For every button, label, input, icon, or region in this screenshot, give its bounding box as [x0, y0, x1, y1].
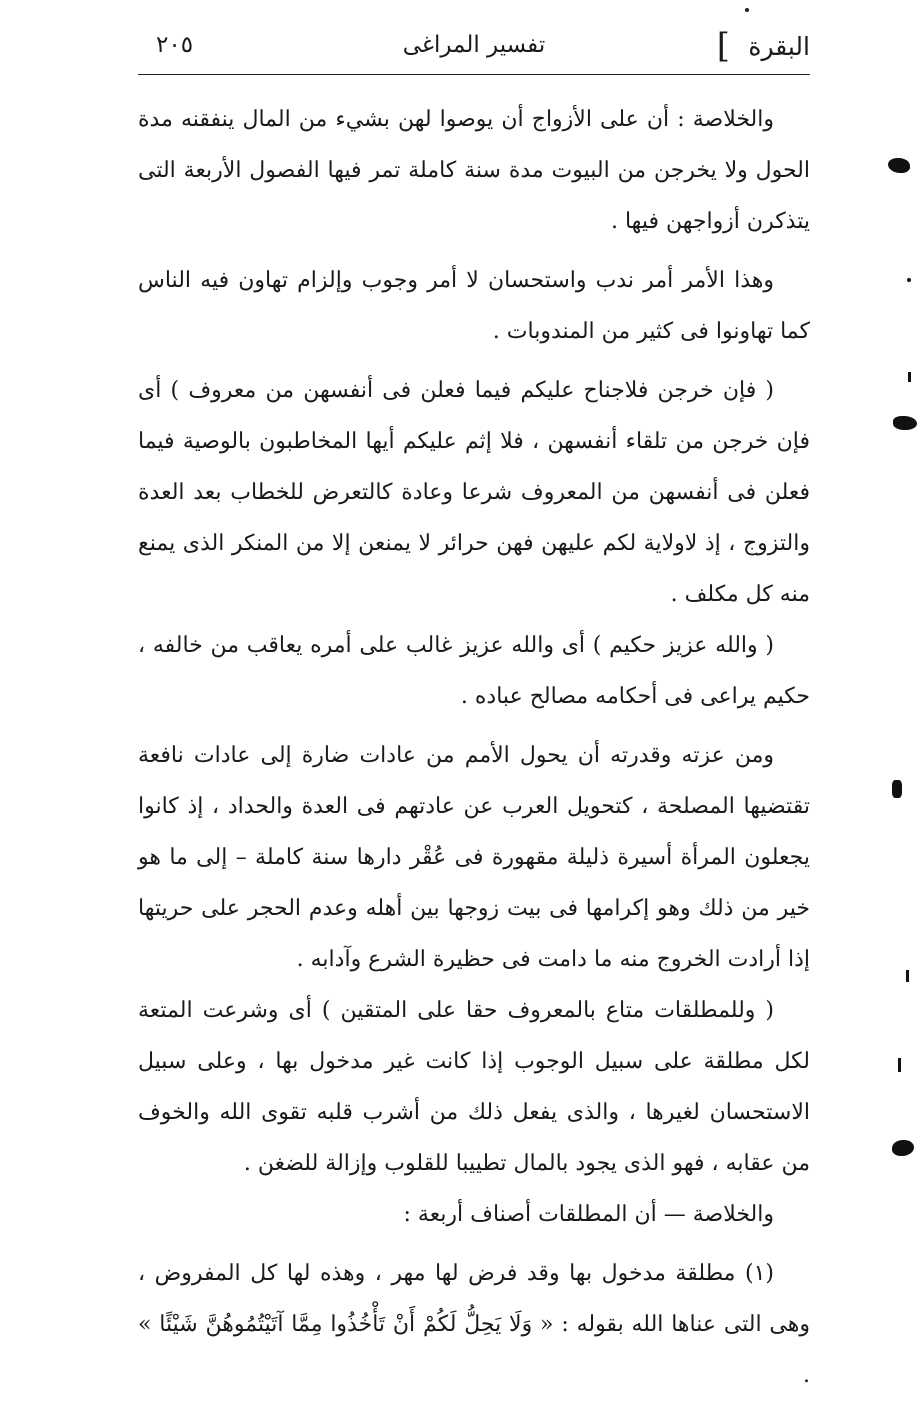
margin-ink-speck — [908, 372, 911, 382]
header-rule — [138, 74, 810, 75]
paragraph-verse-no-sin: ( فإن خرجن فلاجناح عليكم فيما فعلن فى أنفسهن من معروف ) أى فإن خرجن من تلقاء أنفسهن ، فلا إثم عليكم أيها المخاطبون بالوصية فيما فعلن فى أنفسهن من المعروف شرعا وعادة كالتعرض للخطاب بعد العدة والتزوج ، إذ لاولاية لكم عليهن فهن حرائر لا يمنعن إلا من المنكر الذى يمنع منه كل مكلف . — [138, 378, 810, 607]
paragraph-verse-divorcees: ( وللمطلقات متاع بالمعروف حقا على المتقين ) أى وشرعت المتعة لكل مطلقة على سبيل الوجوب إذا كانت غير مدخول بها ، وعلى سبيل الاستحسان لغيرها ، والذى يفعل ذلك من أشرب قلبه تقوى الله والخوف من عقابه ، فهو الذى يجود بالمال تطييبا للقلوب وإزالة للضغن . — [138, 998, 810, 1176]
header-bracket: ] — [716, 26, 730, 66]
page-number: ٢٠٥ — [156, 32, 194, 58]
paragraph-four-types: والخلاصة — أن المطلقات أصناف أربعة : — [403, 1202, 774, 1227]
margin-ink-blot — [893, 416, 917, 430]
margin-ink-blot — [892, 780, 902, 798]
ink-dot — [745, 8, 749, 12]
paragraph-custom-change: ومن عزته وقدرته أن يحول الأمم من عادات ضارة إلى عادات نافعة تقتضيها المصلحة ، كتحويل العرب عن عادتهم فى العدة والحداد ، إذ كانوا يجعلون المرأة أسيرة ذليلة مقهورة فى عُقْر دارها سنة كاملة – إلى ما هو خير من ذلك وهو إكرامها فى بيت زوجها بين أهله وعدم الحجر على حريتها إذا أرادت الخروج منه ما دامت فى حظيرة الشرع وآدابه . — [138, 743, 810, 972]
paragraph-recommendation: وهذا الأمر أمر ندب واستحسان لا أمر وجوب وإلزام تهاون فيه الناس كما تهاونوا فى كثير من المندوبات . — [138, 268, 810, 344]
margin-ink-blot — [892, 1140, 914, 1156]
margin-ink-speck — [907, 278, 911, 282]
paragraph-verse-mighty-wise: ( والله عزيز حكيم ) أى والله عزيز غالب على أمره يعاقب من خالفه ، حكيم يراعى فى أحكامه مصالح عباده . — [138, 633, 810, 709]
surah-name: البقرة — [748, 32, 810, 61]
margin-ink-blot — [888, 158, 910, 173]
paragraph-type-one: (١) مطلقة مدخول بها وقد فرض لها مهر ، وهذه لها كل المفروض ، وهى التى عناها الله بقوله : « وَلَا يَحِلُّ لَكُمْ أَنْ تَأْخُذُوا مِمَّا آتَيْتُمُوهُنَّ شَيْئًا » . — [138, 1261, 810, 1388]
margin-ink-speck — [898, 1058, 901, 1072]
page-body — [138, 94, 810, 1401]
book-title: تفسير المراغى — [402, 32, 546, 58]
paragraph-summary: والخلاصة : أن على الأزواج أن يوصوا لهن بشيء من المال ينفقنه مدة الحول ولا يخرجن من البيوت مدة سنة كاملة تمر فيها الفصول الأربعة التى يتذكرن أزواجهن فيها . — [138, 107, 810, 234]
running-header — [138, 26, 810, 74]
margin-ink-speck — [906, 970, 909, 982]
